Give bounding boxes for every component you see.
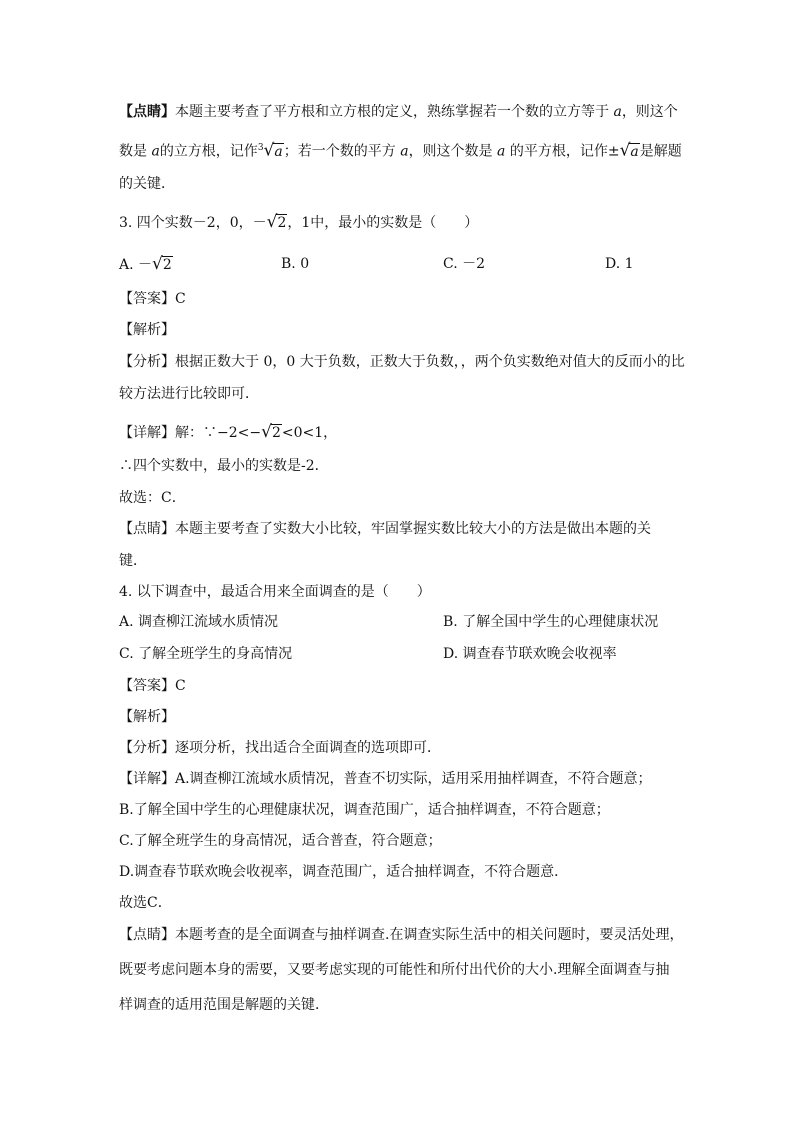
q3-stem: 3. 四个实数－2，0，－√2，1中，最小的实数是（ ） [119, 212, 479, 232]
q3-fenxi-1: 【分析】根据正数大于 0，0 大于负数，正数大于负数，，两个负实数绝对值大的反而小的比 [119, 354, 685, 370]
q4-jiexi: 【解析】 [119, 709, 175, 725]
q3-option-b: B. 0 [281, 256, 310, 272]
q4-option-a: A. 调查柳江流域水质情况 [119, 614, 279, 630]
q3-option-c: C. －2 [443, 256, 486, 272]
q4-detail-3: C.了解全班学生的身高情况，适合普查，符合题意； [119, 833, 442, 849]
q4-detail-4: D.调查春节联欢晚会收视率，调查范围广，适合抽样调查，不符合题意． [119, 864, 569, 880]
q4-detail-2: B.了解全国中学生的心理健康状况，调查范围广，适合抽样调查，不符合题意； [119, 802, 610, 818]
q3-answer: 【答案】C [119, 291, 186, 307]
q2-review-line-2: 数是 a的立方根，记作$^3$√a；若一个数的平方 a，则这个数是 a 的平方根，记作±√a是解题 [119, 140, 682, 161]
q3-option-a: A. －√2 [119, 254, 172, 274]
q4-stem: 4. 以下调查中，最适合用来全面调查的是（ ） [119, 584, 431, 600]
q4-detail-1: 【详解】A.调查柳江流域水质情况，普查不切实际，适用采用抽样调查，不符合题意； [119, 771, 652, 787]
q3-option-d: D. 1 [605, 256, 634, 272]
q4-review-3: 样调查的适用范围是解题的关键． [119, 997, 329, 1013]
q3-detail: 【详解】解：∵−2<−√2<0<1， [119, 422, 338, 442]
q4-choose: 故选C． [119, 895, 172, 911]
q2-review-line-3: 的关键． [119, 176, 175, 192]
q4-option-b: B. 了解全国中学生的心理健康状况 [443, 614, 659, 630]
q3-review-2: 键． [119, 553, 147, 569]
q4-answer: 【答案】C [119, 678, 186, 694]
q4-fenxi: 【分析】逐项分析，找出适合全面调查的选项即可． [119, 740, 441, 756]
q4-option-d: D. 调查春节联欢晚会收视率 [443, 646, 617, 662]
q3-choose: 故选：C． [119, 490, 186, 506]
q4-option-c: C. 了解全班学生的身高情况 [119, 646, 293, 662]
q3-therefore: ∴四个实数中，最小的实数是-2． [119, 458, 329, 474]
square-root-radicand: a [630, 143, 639, 160]
q4-review-2: 既要考虑问题本身的需要，又要考虑实现的可能性和所付出代价的大小.理解全面调查与抽 [119, 962, 670, 978]
q3-fenxi-2: 较方法进行比较即可． [119, 386, 259, 402]
cube-root-index: 3 [257, 143, 264, 153]
cube-root-radicand: a [274, 143, 283, 160]
review-tag: 【点睛】 [119, 104, 175, 120]
q3-jiexi: 【解析】 [119, 322, 175, 338]
q4-review-1: 【点睛】本题考查的是全面调查与抽样调查.在调查实际生活中的相关问题时，要灵活处理， [119, 927, 684, 943]
q3-review-1: 【点睛】本题主要考查了实数大小比较，牢固掌握实数比较大小的方法是做出本题的关 [119, 521, 651, 537]
q2-review-line-1: 【点睛】本题主要考查了平方根和立方根的定义，熟练掌握若一个数的立方等于 a，则这个 [119, 104, 678, 120]
